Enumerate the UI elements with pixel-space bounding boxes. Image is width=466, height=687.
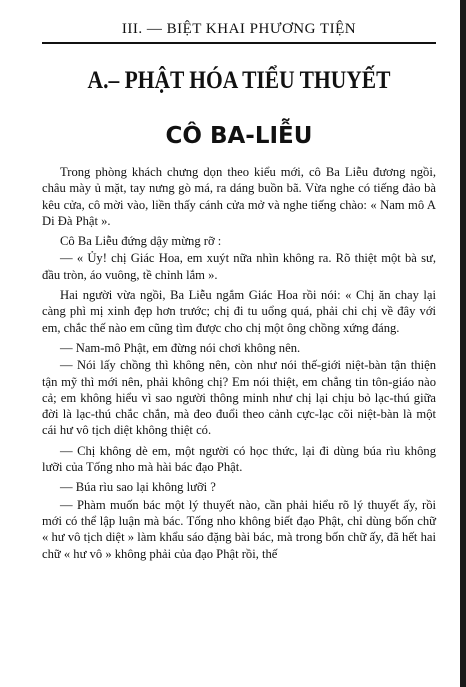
- paragraph: Cô Ba Liễu đứng dậy mừng rỡ :: [60, 234, 222, 249]
- story-title: CÔ BA-LIỄU: [165, 123, 313, 149]
- paragraph: — Nam-mô Phật, em đừng nói chơi không nên.: [60, 340, 301, 355]
- paragraph: — Búa rìu sao lại không lưỡi ?: [60, 480, 216, 495]
- paragraph: — Phàm muốn bác một lý thuyết nào, cần phải hiểu rõ lý thuyết ấy, rồi mới có thể lập luận mà bác. Tống nho không biết đạo Phật, chỉ dùng bốn chữ « hư vô tịch diệt » làm khẩu sáo đặng bài bác, mà trong bốn chữ ấy, đã hết hai chữ « hư vô » không phải của đạo Phật rồi, thế: [42, 497, 436, 561]
- paragraph: Trong phòng khách chưng dọn theo kiểu mới, cô Ba Liễu đương ngồi, châu mày ủ mặt, tay nưng gò má, ra dáng buồn bã. Vừa nghe có tiếng đảo bà kêu cửa, cô mời vào, liền thấy cánh cửa mở và nghe tiếng chào: « Nam mô A Di Đà Phật ».: [42, 165, 436, 228]
- paragraph: — Nói lấy chồng thì không nên, còn như nói thế-giới niệt-bàn tận thiện tận mỹ thì mới nên, phải không chị? Em nói thiệt, em chẳng tin tôn-giáo nào cả; em không hiểu vì sao người thông minh như chị lại chịu bỏ lạc-thú giữa đời là lạc-thú chắc chắn, mà đeo đuổi theo cảnh cực-lạc cõi niệt-bàn là một cái hư vô tịch diệt không thiệt có.: [42, 358, 436, 438]
- paragraph: — « Ủy! chị Giác Hoa, em xuýt nữa nhìn không ra. Rõ thiệt một bà sư, đầu tròn, áo vuông, tề chỉnh lắm ».: [42, 251, 436, 282]
- paragraph: Hai người vừa ngồi, Ba Liễu ngắm Giác Hoa rồi nói: « Chị ăn chay lại càng phì mị xinh đẹp hơn trước; chị đi tu uổng quá, phải chi chị về đây với em, chắc thế nào em cũng tìm được cho chị một ông chồng xứng đáng.: [42, 288, 436, 335]
- header-rule: [42, 42, 436, 44]
- body-text: [42, 164, 436, 562]
- page-spine-edge: [460, 0, 466, 687]
- paragraph: — Chị không dè em, một người có học thức, lại đi dùng búa rìu không lưỡi của Tống nho mà hài bác đạo Phật.: [42, 443, 436, 475]
- running-header: III. — BIỆT KHAI PHƯƠNG TIỆN: [121, 21, 357, 37]
- section-title: A.– PHẬT HÓA TIỂU THUYẾT: [87, 67, 391, 94]
